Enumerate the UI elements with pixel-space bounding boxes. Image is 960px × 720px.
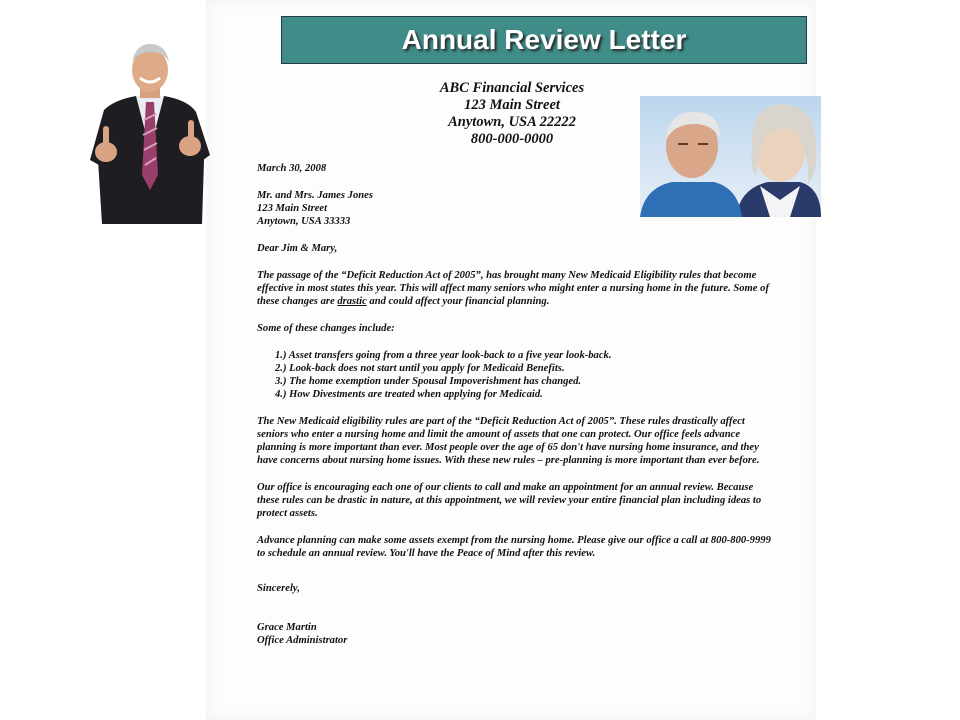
- intro-emphasis: drastic: [337, 296, 367, 307]
- list-item: 1.) Asset transfers going from a three year look-back to a five year look-back.: [275, 350, 612, 361]
- list-item: 2.) Look-back does not start until you apply for Medicaid Benefits.: [275, 363, 565, 374]
- letterhead-company: ABC Financial Services: [439, 80, 585, 96]
- letter-body: [257, 80, 777, 647]
- paragraph-appointment: Our office is encouraging each one of our clients to call and make an appointment for an annual review. Because these rules can be drastic in nature, at this appointment, we will review your entire financial plan including ideas to protect assets.: [257, 482, 762, 519]
- title-banner: [281, 16, 807, 64]
- salutation: Dear Jim & Mary,: [257, 243, 338, 254]
- recipient-name: Mr. and Mrs. James Jones: [257, 190, 373, 201]
- recipient-address: [257, 189, 777, 228]
- paragraph-rules: The New Medicaid eligibility rules are part of the “Deficit Reduction Act of 2005”. These rules drastically affect seniors who enter a nursing home and limit the amount of assets that one can protect. Our office feels advance planning is more important than ever. Most people over the age of 65 don't have nursing home insurance, and they have concerns about nursing home issues. With these new rules – pre-planning is more important than ever before.: [257, 416, 760, 466]
- intro-text-after: and could affect your financial planning.: [366, 296, 550, 307]
- signer-name: Grace Martin: [257, 622, 317, 633]
- changes-list: [257, 349, 777, 401]
- signer-title: Office Administrator: [257, 635, 348, 646]
- recipient-street: 123 Main Street: [257, 203, 328, 214]
- changes-heading: Some of these changes include:: [257, 323, 395, 334]
- letterhead-phone: 800-000-0000: [470, 131, 554, 147]
- recipient-city: Anytown, USA 33333: [257, 216, 351, 227]
- list-item: 4.) How Divestments are treated when applying for Medicaid.: [275, 389, 543, 400]
- intro-paragraph: [257, 269, 777, 308]
- letterhead-street: 123 Main Street: [464, 97, 560, 113]
- letterhead: [247, 80, 777, 148]
- closing: Sincerely,: [257, 583, 300, 594]
- list-item: 3.) The home exemption under Spousal Impoverishment has changed.: [275, 376, 582, 387]
- businessman-thumbs-up-image: [84, 40, 216, 224]
- slide-title: Annual Review Letter: [401, 24, 687, 55]
- letterhead-city: Anytown, USA 22222: [448, 114, 576, 130]
- letter-date: March 30, 2008: [257, 163, 327, 174]
- paragraph-advance-planning: Advance planning can make some assets exempt from the nursing home. Please give our office a call at 800-800-9999 to schedule an annual review. You'll have the Peace of Mind after this review.: [257, 535, 771, 559]
- intro-text-before: The passage of the “Deficit Reduction Act of 2005”, has brought many New Medicaid Eligibility rules that become effective in most states this year. This will affect many seniors who might enter a nursing home in the future. Some of these changes are: [257, 270, 769, 307]
